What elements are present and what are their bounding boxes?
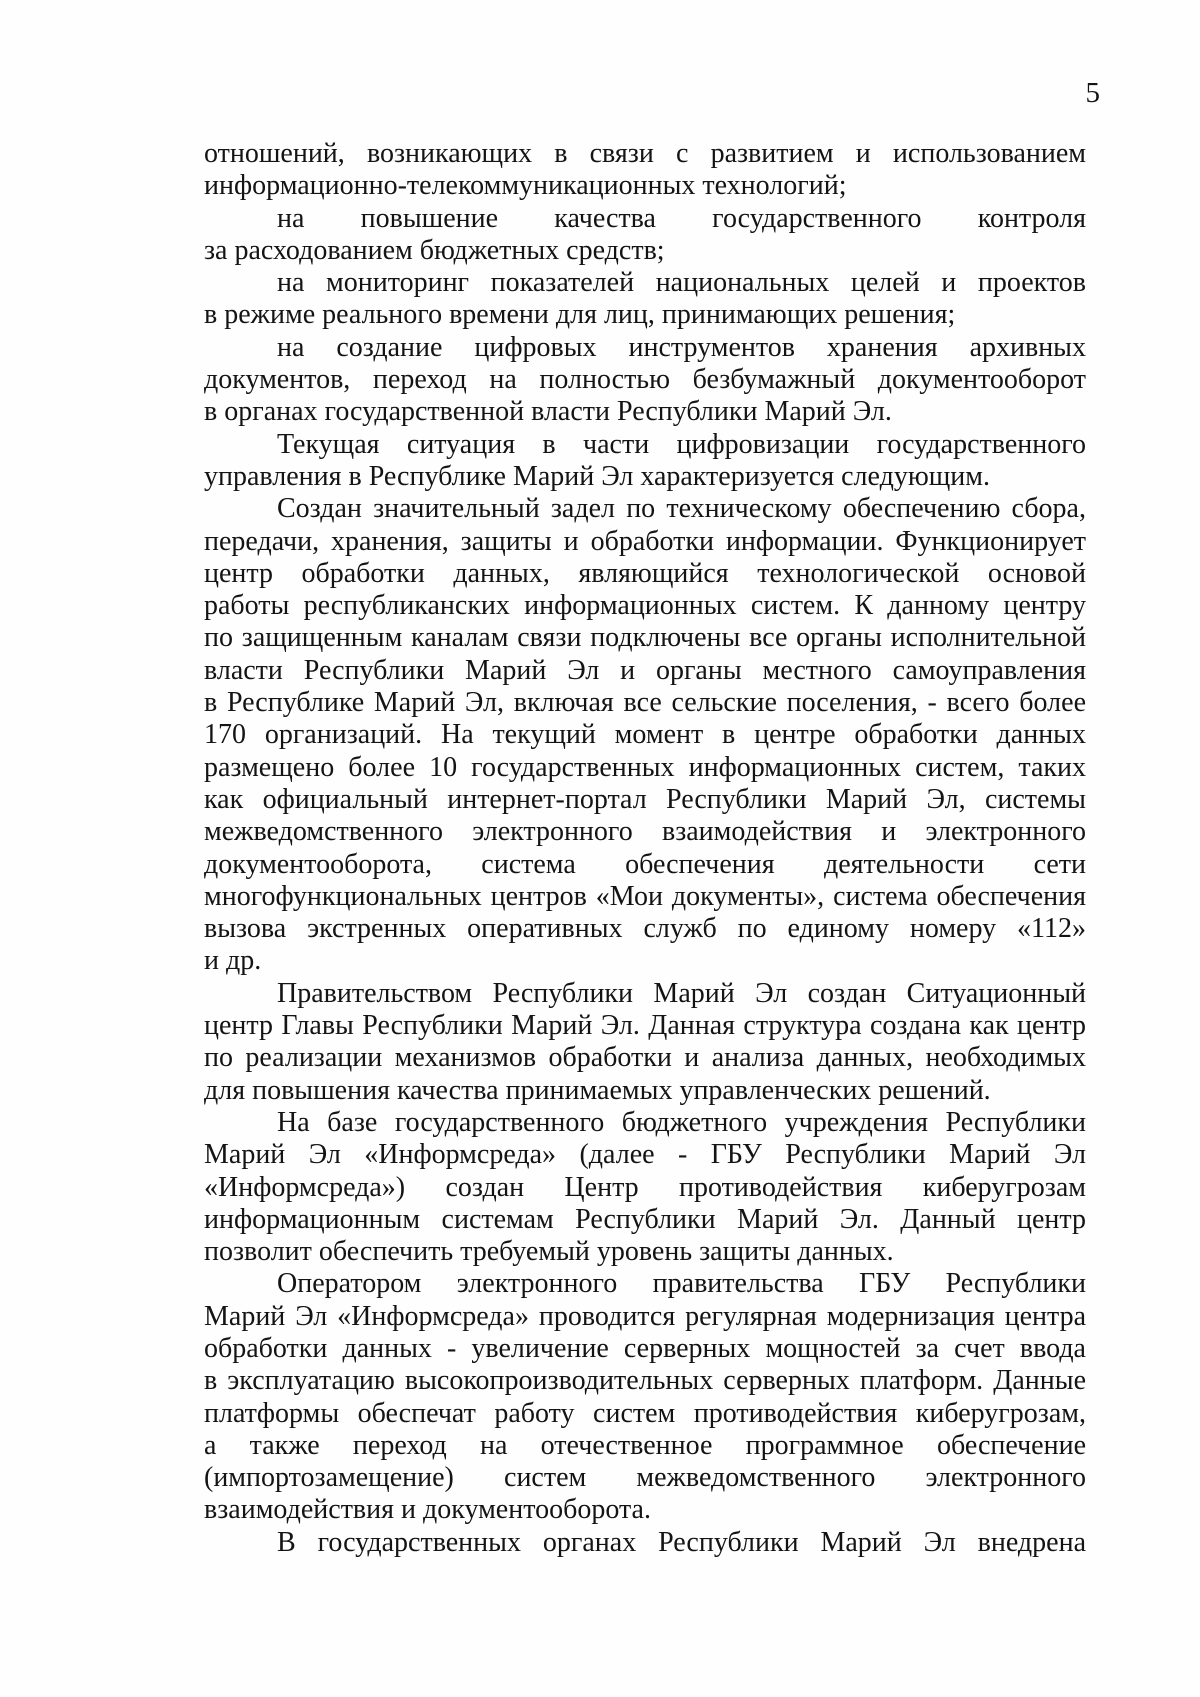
text-line: для повышения качества принимаемых управленческих решений. bbox=[204, 1074, 991, 1106]
text-line: в режиме реального времени для лиц, принимающих решения; bbox=[204, 299, 956, 331]
text-line: Правительством Республики Марий Эл создан Ситуационный bbox=[277, 977, 1086, 1009]
text-line: центр Главы Республики Марий Эл. Данная структура создана как центр bbox=[204, 1010, 1086, 1042]
text-line: в Республике Марий Эл, включая все сельские поселения, - всего более bbox=[204, 687, 1086, 719]
text-line: на создание цифровых инструментов хранения архивных bbox=[277, 331, 1086, 363]
text-line: позволит обеспечить требуемый уровень защиты данных. bbox=[204, 1236, 894, 1268]
text-line: документов, переход на полностью безбумажный документооборот bbox=[204, 364, 1086, 396]
body-text bbox=[204, 138, 1086, 1559]
text-line: Марий Эл «Информсреда» (далее - ГБУ Республики Марий Эл bbox=[204, 1139, 1086, 1171]
text-line: На базе государственного бюджетного учреждения Республики bbox=[277, 1106, 1086, 1138]
text-line: за расходованием бюджетных средств; bbox=[204, 234, 665, 266]
text-line: информационным системам Республики Марий Эл. Данный центр bbox=[204, 1203, 1086, 1235]
text-line: а также переход на отечественное программное обеспечение bbox=[204, 1429, 1086, 1461]
text-line: по реализации механизмов обработки и анализа данных, необходимых bbox=[204, 1042, 1086, 1074]
text-line: по защищенным каналам связи подключены все органы исполнительной bbox=[204, 622, 1086, 654]
text-line: на повышение качества государственного контроля bbox=[277, 202, 1086, 234]
text-line: Создан значительный задел по техническому обеспечению сбора, bbox=[277, 493, 1086, 525]
text-line: размещено более 10 государственных информационных систем, таких bbox=[204, 751, 1086, 783]
text-line: Текущая ситуация в части цифровизации государственного bbox=[277, 428, 1086, 460]
text-line: межведомственного электронного взаимодействия и электронного bbox=[204, 816, 1086, 848]
text-line: и др. bbox=[204, 945, 262, 977]
text-line: взаимодействия и документооборота. bbox=[204, 1494, 651, 1526]
text-line: информационно-телекоммуникационных технологий; bbox=[204, 170, 847, 202]
text-line: на мониторинг показателей национальных целей и проектов bbox=[277, 267, 1086, 299]
text-line: многофункциональных центров «Мои документы», система обеспечения bbox=[204, 880, 1086, 912]
text-line: обработки данных - увеличение серверных мощностей за счет ввода bbox=[204, 1332, 1086, 1364]
text-line: документооборота, система обеспечения деятельности сети bbox=[204, 848, 1086, 880]
text-line: центр обработки данных, являющийся технологической основой bbox=[204, 557, 1086, 589]
page-number: 5 bbox=[1085, 77, 1100, 109]
text-line: власти Республики Марий Эл и органы местного самоуправления bbox=[204, 654, 1086, 686]
text-line: Марий Эл «Информсреда» проводится регулярная модернизация центра bbox=[204, 1300, 1086, 1332]
text-line: в органах государственной власти Республики Марий Эл. bbox=[204, 396, 892, 428]
text-line: платформы обеспечат работу систем противодействия киберугрозам, bbox=[204, 1397, 1086, 1429]
text-line: 170 организаций. На текущий момент в центре обработки данных bbox=[204, 719, 1086, 751]
text-line: как официальный интернет-портал Республики Марий Эл, системы bbox=[204, 783, 1086, 815]
text-line: отношений, возникающих в связи с развитием и использованием bbox=[204, 138, 1086, 169]
text-line: В государственных органах Республики Марий Эл внедрена bbox=[277, 1526, 1086, 1558]
text-line: в эксплуатацию высокопроизводительных серверных платформ. Данные bbox=[204, 1365, 1086, 1397]
text-line: работы республиканских информационных систем. К данному центру bbox=[204, 590, 1086, 622]
text-line: (импортозамещение) систем межведомственного электронного bbox=[204, 1462, 1086, 1494]
text-line: вызова экстренных оперативных служб по единому номеру «112» bbox=[204, 913, 1086, 945]
text-line: управления в Республике Марий Эл характеризуется следующим. bbox=[204, 460, 990, 492]
text-line: «Информсреда») создан Центр противодействия киберугрозам bbox=[204, 1171, 1086, 1203]
text-line: Оператором электронного правительства ГБУ Республики bbox=[277, 1268, 1086, 1300]
text-line: передачи, хранения, защиты и обработки информации. Функционирует bbox=[204, 525, 1086, 557]
